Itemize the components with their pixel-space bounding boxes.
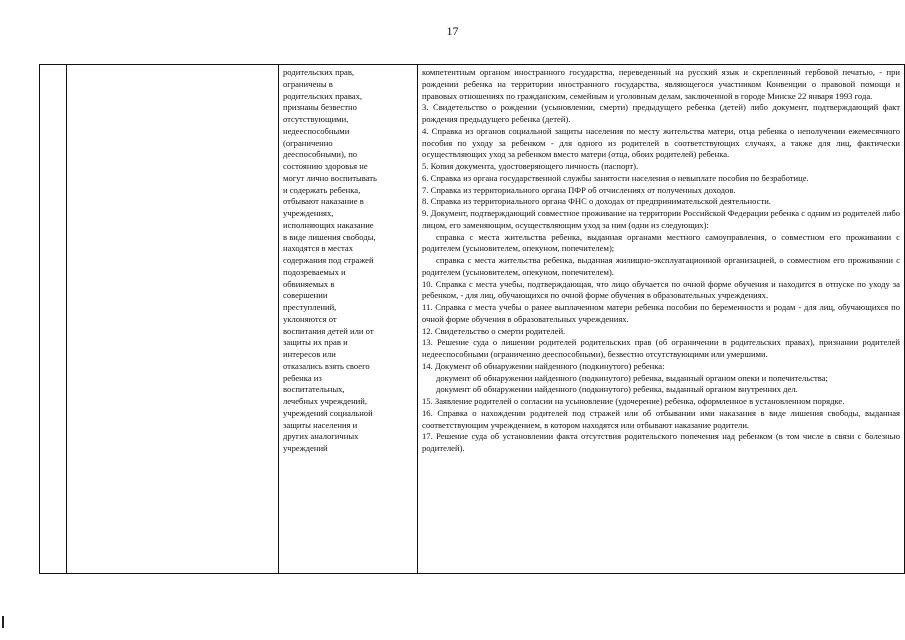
category-line: содержания под стражей — [283, 255, 374, 265]
document-paragraph: 6. Справка из органа государственной службы занятости населения о невыплате пособия по безработице. — [422, 172, 809, 183]
document-paragraph: 7. Справка из территориального органа ПФР об отчислениях от полученных доходов. — [422, 184, 736, 195]
scan-edge-mark — [2, 616, 4, 628]
category-line: в виде лишения свободы, — [283, 231, 376, 242]
category-line: воспитания детей или от — [283, 325, 374, 336]
document-paragraph: документ об обнаружении найденного (подкинутого) ребенка, выданный органом опеки и попечительства; — [436, 372, 828, 383]
category-line: дееспособными), по — [283, 149, 358, 160]
category-line: родительских прав, — [283, 67, 355, 77]
category-line: (ограниченно — [283, 137, 333, 148]
category-line: находятся в местах — [283, 243, 353, 254]
category-line: учреждениях, — [283, 208, 334, 218]
document-paragraph: документ об обнаружении найденного (подкинутого) ребенка, выданный органом внутренних дел. — [436, 384, 798, 395]
document-paragraph: 9. Документ, подтверждающий совместное проживание на территории Российской Федерации ребенка с одним из родителей либо лицом, его заменяющим, осуществляющим уход за ним (одни из следующих): — [422, 208, 900, 230]
category-line: признаны безвестно — [283, 102, 357, 113]
category-line: и содержать ребенка, — [283, 184, 361, 195]
document-paragraph: 5. Копия документа, удостоверяющего личность (паспорт). — [422, 161, 639, 171]
document-table — [39, 64, 905, 574]
document-paragraph: 17. Решение суда об установлении факта отсутствия родительского попечения над ребенком (в том числе в связи с болезнью родителей). — [422, 431, 900, 453]
category-line: отсутствующими, — [283, 114, 349, 124]
category-line: недееспособными — [283, 125, 350, 136]
document-paragraph: 14. Документ об обнаружении найденного (подкинутого) ребенка: — [422, 360, 665, 371]
category-line: воспитательных, — [283, 384, 345, 395]
category-cell — [279, 65, 418, 574]
document-paragraph: 13. Решение суда о лишении родителей родительских прав (об ограничении в родительских правах), признании родителей недееспособными (ограниченно дееспособными), безвестно отсутствующими или умершими. — [422, 337, 900, 359]
category-line: подозреваемых и — [283, 266, 346, 277]
category-line: совершении — [283, 290, 328, 301]
category-line: защиты населения и — [283, 419, 358, 430]
category-line: защиты их прав и — [283, 337, 348, 348]
category-line: учреждений социальной — [283, 407, 373, 418]
document-paragraph: справка с места жительства ребенка, выданная жилищно-эксплуатационной организацией, о совместном его проживании с родителем (усыновителем, опекуном, попечителем). — [422, 255, 900, 277]
empty-column-cell — [67, 65, 279, 574]
category-line: учреждений — [283, 443, 328, 453]
document-paragraph: 16. Справка о нахождении родителей под стражей или об отбывании ими наказания в виде лишения свободы, выданная соответствующим учреждением, в котором находятся или отбывают наказание родители. — [422, 407, 900, 430]
category-line: уклоняются от — [283, 313, 337, 324]
category-line: состоянию здоровья не — [283, 161, 368, 171]
category-line: ограничены в — [283, 78, 333, 89]
table-row — [40, 65, 905, 574]
category-line: родительских правах, — [283, 90, 363, 101]
category-line: отказались взять своего — [283, 360, 370, 371]
category-line: исполняющих наказание — [283, 219, 374, 230]
document-paragraph: 3. Свидетельство о рождении (усыновлении, смерти) предыдущего ребенка (детей) либо документ, подтверждающий факт рождения предыдущего ребенка (детей). — [422, 102, 900, 124]
document-paragraph: 15. Заявление родителей о согласии на усыновление (удочерение) ребенка, оформленное в установленном порядке. — [422, 396, 845, 406]
document-paragraph: 8. Справка из территориального органа ФНС о доходах от предпринимательской деятельности. — [422, 196, 771, 207]
document-paragraph: 12. Свидетельство о смерти родителей. — [422, 325, 566, 336]
category-line: преступлений, — [283, 302, 337, 312]
document-paragraph: компетентным органом иностранного государства, переведенный на русский язык и скрепленный гербовой печатью, - при рождении ребенка на территории иностранного государства, являющегося участником Конвенции о правовой помощи и правовых отношениях по гражданским, семейным и уголовным делам, заключенной в городе Минске 22 января 1993 года. — [422, 67, 900, 101]
document-paragraph: справка с места жительства ребенка, выданная органами местного самоуправления, о совместном его проживании с родителем (усыновителем, опекуном, попечителем); — [422, 231, 900, 254]
document-paragraph: 10. Справка с места учебы, подтверждающая, что лицо обучается по очной форме обучения и находится в отпуске по уходу за ребенком, - для лиц, обучающихся по очной форме обучения в образовательных учреждениях. — [422, 278, 900, 301]
document-paragraph: 11. Справка с места учебы о ранее выплаченном матери ребенка пособии по беременности и родам - для лиц, обучающихся по очной форме обучения в образовательных учреждениях. — [422, 302, 900, 324]
category-line: обвиняемых в — [283, 278, 335, 289]
category-line: интересов или — [283, 349, 336, 359]
category-line: лечебных учреждений, — [283, 396, 368, 406]
document-paragraph: 4. Справка из органов социальной защиты населения по месту жительства матери, отца ребенка о неполучении ежемесячного пособия по уходу за ребенком - для одного из родителей в соответствующих случаях, а также для лиц, фактически осуществляющих уход за ребенком вместо матери (отца, обоих родителей) ребенка. — [422, 125, 900, 160]
category-line: отбывают наказание в — [283, 196, 364, 207]
empty-column-cell — [40, 65, 67, 574]
category-line: могут лично воспитывать — [283, 172, 377, 183]
documents-cell — [418, 65, 905, 574]
category-line: других аналогичных — [283, 431, 359, 442]
page-number: 17 — [446, 24, 459, 38]
category-line: ребенка из — [283, 372, 322, 383]
